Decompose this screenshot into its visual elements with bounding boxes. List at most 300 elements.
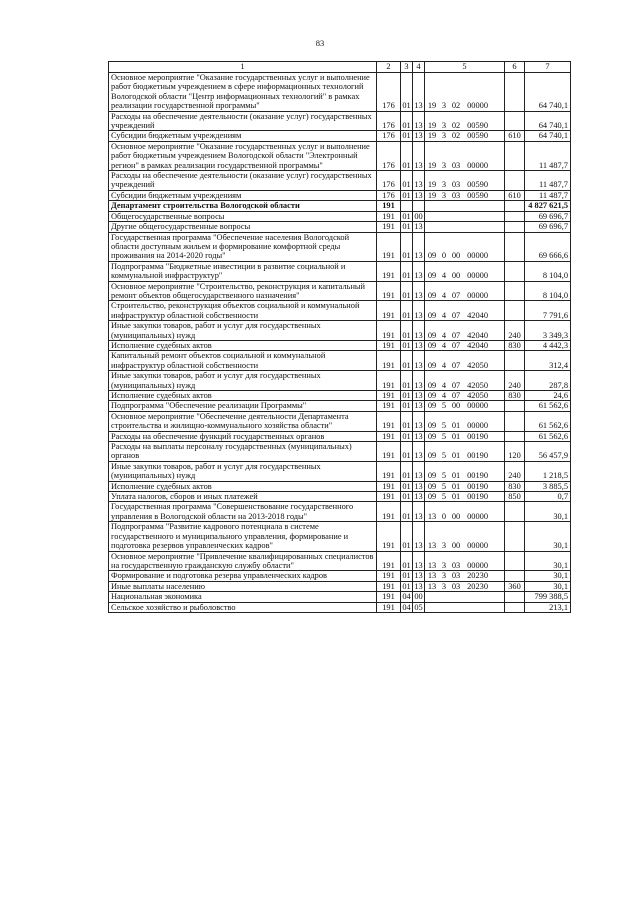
row-name: Другие общегосударственные вопросы	[109, 222, 377, 232]
cell-ministry: 191	[377, 211, 401, 221]
table-row	[109, 222, 571, 232]
row-name: Расходы на обеспечение деятельности (оказание услуг) государственных учреждений	[109, 171, 377, 191]
row-name: Иные закупки товаров, работ и услуг для государственных (муниципальных) нужд	[109, 321, 377, 341]
csr-direction: 00000	[467, 421, 488, 431]
row-name: Основное мероприятие "Оказание государственных услуг и выполнение работ бюджетным учреждением Вологодской области "Электронный регион" в рамках реализации государственной программы"	[109, 141, 377, 170]
csr-subprogram: 5	[441, 421, 447, 431]
table-row	[109, 321, 571, 341]
cell-section: 01	[402, 571, 411, 581]
cell-expense-type	[505, 111, 525, 131]
csr-event: 03	[451, 560, 461, 570]
row-name: Государственная программа "Совершенствование государственного управления в Вологодской области на 2013-2018 годы"	[109, 502, 377, 522]
row-name: Строительство, реконструкция объектов социальной и коммунальной инфраструктур областной собственности	[109, 301, 377, 321]
cell-expense-type	[505, 431, 525, 441]
csr-subprogram: 4	[441, 380, 447, 390]
csr-subprogram: 5	[441, 401, 447, 411]
csr-program: 13	[427, 541, 437, 551]
table-row	[109, 431, 571, 441]
cell-amount: 64 740,1	[525, 73, 571, 112]
csr-program: 09	[427, 492, 437, 502]
csr-direction: 00000	[467, 541, 488, 551]
header-cell: 1	[109, 62, 377, 73]
cell-subsection: 13	[413, 301, 425, 321]
cell-expense-type: 610	[505, 131, 525, 141]
row-name: Общегосударственные вопросы	[109, 211, 377, 221]
cell-expense-type: 360	[505, 581, 525, 591]
cell-expense-type: 830	[505, 391, 525, 401]
budget-table	[108, 61, 571, 613]
cell-expense-type	[505, 281, 525, 301]
cell-ministry: 191	[377, 340, 401, 350]
cell-expense-type: 610	[505, 190, 525, 200]
cell-target-article	[425, 592, 505, 602]
csr-direction: 00590	[467, 180, 488, 190]
cell-section: 01	[402, 492, 411, 502]
cell-amount: 1 218,5	[525, 461, 571, 481]
csr-direction: 00000	[467, 560, 488, 570]
cell-subsection: 13	[413, 461, 425, 481]
cell-ministry: 191	[377, 571, 401, 581]
cell-ministry: 191	[377, 602, 401, 612]
cell-section: 04	[402, 602, 411, 612]
cell-expense-type	[505, 411, 525, 431]
cell-ministry: 191	[377, 401, 401, 411]
cell-subsection: 13	[414, 571, 423, 581]
cell-ministry: 176	[377, 111, 401, 131]
csr-subprogram: 4	[441, 330, 447, 340]
cell-subsection: 13	[414, 481, 423, 491]
csr-direction: 00190	[467, 481, 488, 491]
csr-subprogram: 3	[441, 101, 447, 111]
csr-program: 19	[427, 101, 437, 111]
row-name: Формирование и подготовка резерва управленческих кадров	[109, 571, 377, 581]
table-row	[109, 391, 571, 401]
csr-program: 09	[427, 380, 437, 390]
cell-amount: 8 104,0	[525, 281, 571, 301]
csr-event: 07	[451, 310, 461, 320]
row-name: Иные выплаты населению	[109, 581, 377, 591]
csr-program: 19	[427, 190, 437, 200]
cell-amount: 0,7	[525, 492, 571, 502]
csr-event: 02	[451, 121, 461, 131]
cell-target-article	[425, 201, 505, 211]
cell-subsection: 13	[413, 73, 425, 112]
row-name: Иные закупки товаров, работ и услуг для государственных (муниципальных) нужд	[109, 371, 377, 391]
csr-direction: 00000	[467, 290, 488, 300]
csr-direction: 00190	[467, 492, 488, 502]
csr-event: 01	[451, 471, 461, 481]
cell-section: 01	[401, 522, 413, 551]
csr-subprogram: 3	[441, 541, 447, 551]
cell-target-article	[425, 481, 505, 491]
cell-section: 04	[402, 592, 411, 602]
cell-amount: 61 562,6	[525, 411, 571, 431]
cell-target-article	[425, 321, 505, 341]
cell-expense-type	[505, 522, 525, 551]
row-name: Подпрограмма "Обеспечение реализации Программы"	[109, 401, 377, 411]
cell-expense-type	[505, 201, 525, 211]
cell-section: 01	[402, 340, 411, 350]
cell-amount: 4 442,3	[525, 340, 571, 350]
row-name: Основное мероприятие "Привлечение квалифицированных специалистов на государственную гражданскую службу области"	[109, 551, 377, 571]
cell-ministry: 191	[377, 551, 401, 571]
table-row	[109, 502, 571, 522]
csr-program: 13	[427, 560, 437, 570]
cell-expense-type	[505, 571, 525, 581]
cell-subsection: 13	[413, 232, 425, 261]
csr-program: 09	[427, 330, 437, 340]
csr-program: 09	[427, 391, 437, 400]
csr-event: 00	[451, 401, 461, 411]
csr-subprogram: 3	[441, 190, 447, 200]
csr-direction: 00000	[467, 160, 488, 170]
csr-direction: 00000	[467, 401, 488, 411]
cell-expense-type	[505, 211, 525, 221]
csr-program: 19	[427, 160, 437, 170]
table-row	[109, 171, 571, 191]
csr-event: 03	[451, 571, 461, 581]
cell-subsection: 13	[413, 351, 425, 371]
cell-ministry: 191	[377, 481, 401, 491]
cell-target-article	[425, 340, 505, 350]
row-name: Государственная программа "Обеспечение населения Вологодской области доступным жильем и формирование комфортной среды проживания на 2014-2020 годы"	[109, 232, 377, 261]
cell-amount: 30,1	[525, 581, 571, 591]
cell-amount: 30,1	[525, 551, 571, 571]
cell-section: 01	[401, 141, 413, 170]
cell-ministry: 191	[377, 522, 401, 551]
header-cell: 4	[413, 62, 425, 73]
csr-subprogram: 3	[441, 581, 447, 591]
cell-subsection: 13	[413, 171, 425, 191]
cell-target-article	[425, 461, 505, 481]
cell-section: 01	[402, 211, 411, 221]
cell-target-article	[425, 73, 505, 112]
cell-expense-type	[505, 232, 525, 261]
row-name: Основное мероприятие "Строительство, реконструкция и капитальный ремонт объектов общегосударственного назначения"	[109, 281, 377, 301]
cell-target-article	[425, 261, 505, 281]
cell-ministry: 176	[377, 171, 401, 191]
cell-amount: 30,1	[525, 571, 571, 581]
cell-expense-type	[505, 301, 525, 321]
cell-subsection: 13	[414, 431, 423, 441]
cell-subsection: 13	[414, 581, 423, 591]
cell-section: 01	[401, 371, 413, 391]
cell-section: 01	[401, 551, 413, 571]
cell-target-article	[425, 131, 505, 141]
csr-direction: 42040	[467, 310, 488, 320]
row-name: Департамент строительства Вологодской области	[109, 201, 377, 211]
table-row	[109, 131, 571, 141]
csr-program: 13	[427, 581, 437, 591]
cell-subsection: 13	[414, 131, 423, 141]
cell-target-article	[425, 371, 505, 391]
cell-subsection: 13	[414, 190, 423, 200]
row-name: Капитальный ремонт объектов социальной и коммунальной инфраструктур областной собственности	[109, 351, 377, 371]
table-row	[109, 411, 571, 431]
table-row	[109, 201, 571, 211]
cell-ministry: 191	[377, 371, 401, 391]
row-name: Основное мероприятие "Оказание государственных услуг и выполнение работ бюджетным учреждением в сфере информационных технологий Вологодской области "Центр информационных технологий" в рамках реализации государственной программы"	[109, 73, 377, 112]
cell-expense-type: 240	[505, 321, 525, 341]
table-body	[109, 62, 571, 613]
cell-section: 01	[402, 131, 411, 141]
cell-section: 01	[402, 581, 411, 591]
cell-subsection: 13	[414, 391, 423, 400]
cell-expense-type	[505, 551, 525, 571]
row-name: Сельское хозяйство и рыболовство	[109, 602, 377, 612]
csr-event: 03	[451, 160, 461, 170]
cell-amount: 799 388,5	[525, 592, 571, 602]
table-row	[109, 461, 571, 481]
csr-program: 09	[427, 340, 437, 350]
cell-subsection: 13	[414, 222, 423, 232]
cell-amount: 287,8	[525, 371, 571, 391]
cell-expense-type: 120	[505, 442, 525, 462]
csr-direction: 00190	[467, 451, 488, 461]
cell-section: 01	[401, 461, 413, 481]
csr-program: 09	[427, 290, 437, 300]
cell-ministry: 191	[377, 281, 401, 301]
cell-expense-type	[505, 222, 525, 232]
cell-target-article	[425, 551, 505, 571]
cell-amount: 61 562,6	[525, 401, 571, 411]
cell-expense-type	[505, 351, 525, 371]
cell-target-article	[425, 111, 505, 131]
cell-ministry: 191	[377, 201, 401, 211]
csr-subprogram: 5	[441, 451, 447, 461]
cell-target-article	[425, 141, 505, 170]
cell-ministry: 191	[377, 232, 401, 261]
csr-program: 09	[427, 471, 437, 481]
csr-event: 02	[451, 101, 461, 111]
csr-program: 09	[427, 271, 437, 281]
table-row	[109, 551, 571, 571]
table-row	[109, 351, 571, 371]
cell-ministry: 191	[377, 461, 401, 481]
table-row	[109, 602, 571, 612]
cell-target-article	[425, 232, 505, 261]
header-cell: 5	[425, 62, 505, 73]
csr-program: 09	[427, 360, 437, 370]
cell-section: 01	[402, 222, 411, 232]
cell-subsection: 13	[413, 522, 425, 551]
cell-subsection: 13	[414, 401, 423, 411]
row-name: Уплата налогов, сборов и иных платежей	[109, 492, 377, 502]
row-name: Исполнение судебных актов	[109, 340, 377, 350]
row-name: Расходы на обеспечение функций государственных органов	[109, 431, 377, 441]
table-row	[109, 371, 571, 391]
cell-target-article	[425, 602, 505, 612]
header-cell: 3	[401, 62, 413, 73]
csr-program: 13	[427, 571, 437, 581]
csr-subprogram: 4	[441, 271, 447, 281]
csr-subprogram: 4	[441, 310, 447, 320]
cell-ministry: 191	[377, 411, 401, 431]
csr-event: 03	[451, 190, 461, 200]
csr-subprogram: 4	[441, 391, 447, 400]
cell-section: 01	[401, 171, 413, 191]
cell-expense-type: 850	[505, 492, 525, 502]
csr-direction: 20230	[467, 581, 488, 591]
cell-amount: 69 666,6	[525, 232, 571, 261]
table-row	[109, 281, 571, 301]
table-row	[109, 442, 571, 462]
csr-direction: 00000	[467, 271, 488, 281]
csr-subprogram: 0	[441, 251, 447, 261]
cell-ministry: 176	[377, 131, 401, 141]
cell-section: 01	[402, 391, 411, 400]
cell-subsection: 13	[413, 371, 425, 391]
csr-program: 19	[427, 131, 437, 141]
csr-subprogram: 5	[441, 471, 447, 481]
csr-direction: 42050	[467, 380, 488, 390]
csr-event: 01	[451, 421, 461, 431]
cell-amount: 8 104,0	[525, 261, 571, 281]
cell-ministry: 191	[377, 222, 401, 232]
cell-target-article	[425, 351, 505, 371]
cell-ministry: 191	[377, 391, 401, 401]
csr-program: 09	[427, 310, 437, 320]
cell-expense-type	[505, 261, 525, 281]
csr-event: 01	[451, 431, 461, 441]
cell-section: 01	[402, 190, 411, 200]
csr-program: 19	[427, 121, 437, 131]
table-row	[109, 211, 571, 221]
csr-event: 00	[451, 271, 461, 281]
cell-target-article	[425, 190, 505, 200]
cell-section: 01	[401, 111, 413, 131]
cell-target-article	[425, 571, 505, 581]
csr-program: 13	[427, 511, 437, 521]
cell-target-article	[425, 281, 505, 301]
cell-section: 01	[401, 411, 413, 431]
cell-amount: 3 349,3	[525, 321, 571, 341]
row-name: Подпрограмма "Бюджетные инвестиции в развитие социальной и коммунальной инфраструктур"	[109, 261, 377, 281]
cell-amount: 24,6	[525, 391, 571, 401]
cell-ministry: 191	[377, 442, 401, 462]
cell-section: 01	[401, 351, 413, 371]
csr-direction: 00190	[467, 431, 488, 441]
row-name: Исполнение судебных актов	[109, 391, 377, 401]
cell-section: 01	[401, 321, 413, 341]
csr-program: 09	[427, 481, 437, 491]
csr-subprogram: 3	[441, 571, 447, 581]
table-row	[109, 581, 571, 591]
cell-subsection: 05	[414, 602, 423, 612]
csr-event: 01	[451, 492, 461, 502]
csr-program: 09	[427, 401, 437, 411]
cell-expense-type	[505, 141, 525, 170]
cell-section: 01	[401, 281, 413, 301]
cell-amount: 11 487,7	[525, 141, 571, 170]
csr-subprogram: 0	[441, 511, 447, 521]
cell-target-article	[425, 301, 505, 321]
table-row	[109, 111, 571, 131]
cell-section: 01	[401, 73, 413, 112]
cell-target-article	[425, 411, 505, 431]
cell-target-article	[425, 171, 505, 191]
header-cell: 7	[525, 62, 571, 73]
cell-target-article	[425, 581, 505, 591]
cell-subsection: 13	[413, 281, 425, 301]
cell-subsection: 13	[413, 442, 425, 462]
csr-event: 07	[451, 290, 461, 300]
csr-event: 07	[451, 340, 461, 350]
csr-program: 09	[427, 431, 437, 441]
cell-ministry: 191	[377, 261, 401, 281]
cell-section: 01	[402, 431, 411, 441]
row-name: Субсидии бюджетным учреждениям	[109, 190, 377, 200]
csr-subprogram: 3	[441, 121, 447, 131]
cell-target-article	[425, 492, 505, 502]
cell-amount: 30,1	[525, 522, 571, 551]
cell-amount: 213,1	[525, 602, 571, 612]
cell-ministry: 191	[377, 431, 401, 441]
csr-subprogram: 5	[441, 431, 447, 441]
cell-ministry: 191	[377, 502, 401, 522]
cell-subsection: 13	[413, 141, 425, 170]
header-cell: 2	[377, 62, 401, 73]
csr-event: 03	[451, 180, 461, 190]
csr-direction: 00590	[467, 190, 488, 200]
cell-amount: 69 696,7	[525, 222, 571, 232]
csr-event: 07	[451, 330, 461, 340]
cell-amount: 4 827 621,5	[525, 201, 571, 211]
cell-ministry: 191	[377, 592, 401, 602]
cell-expense-type: 240	[505, 371, 525, 391]
row-name: Расходы на обеспечение деятельности (оказание услуг) государственных учреждений	[109, 111, 377, 131]
cell-expense-type	[505, 592, 525, 602]
cell-section: 01	[401, 261, 413, 281]
csr-event: 00	[451, 511, 461, 521]
csr-direction: 42050	[467, 391, 488, 400]
cell-section: 01	[401, 232, 413, 261]
table-header-row	[109, 62, 571, 73]
table-row	[109, 73, 571, 112]
cell-target-article	[425, 391, 505, 401]
cell-subsection: 13	[414, 340, 423, 350]
cell-ministry: 191	[377, 581, 401, 591]
table-row	[109, 571, 571, 581]
table-row	[109, 141, 571, 170]
cell-subsection	[413, 201, 425, 211]
csr-direction: 42050	[467, 360, 488, 370]
row-name: Подпрограмма "Развитие кадрового потенциала в системе государственного и муниципального управления, формирование и подготовка резервов управленческих кадров"	[109, 522, 377, 551]
cell-expense-type: 830	[505, 340, 525, 350]
csr-direction: 00000	[467, 101, 488, 111]
table-row	[109, 232, 571, 261]
cell-subsection: 00	[414, 592, 423, 602]
cell-ministry: 191	[377, 351, 401, 371]
csr-subprogram: 5	[441, 492, 447, 502]
cell-target-article	[425, 442, 505, 462]
cell-amount: 7 791,6	[525, 301, 571, 321]
row-name: Исполнение судебных актов	[109, 481, 377, 491]
csr-subprogram: 3	[441, 180, 447, 190]
row-name: Субсидии бюджетным учреждениям	[109, 131, 377, 141]
csr-direction: 00000	[467, 251, 488, 261]
cell-ministry: 176	[377, 190, 401, 200]
csr-event: 07	[451, 380, 461, 390]
row-name: Иные закупки товаров, работ и услуг для государственных (муниципальных) нужд	[109, 461, 377, 481]
csr-direction: 00190	[467, 471, 488, 481]
page-number: 83	[315, 38, 325, 48]
cell-subsection: 13	[413, 551, 425, 571]
cell-amount: 61 562,6	[525, 431, 571, 441]
csr-direction: 42040	[467, 330, 488, 340]
cell-expense-type	[505, 171, 525, 191]
csr-event: 02	[451, 131, 461, 141]
